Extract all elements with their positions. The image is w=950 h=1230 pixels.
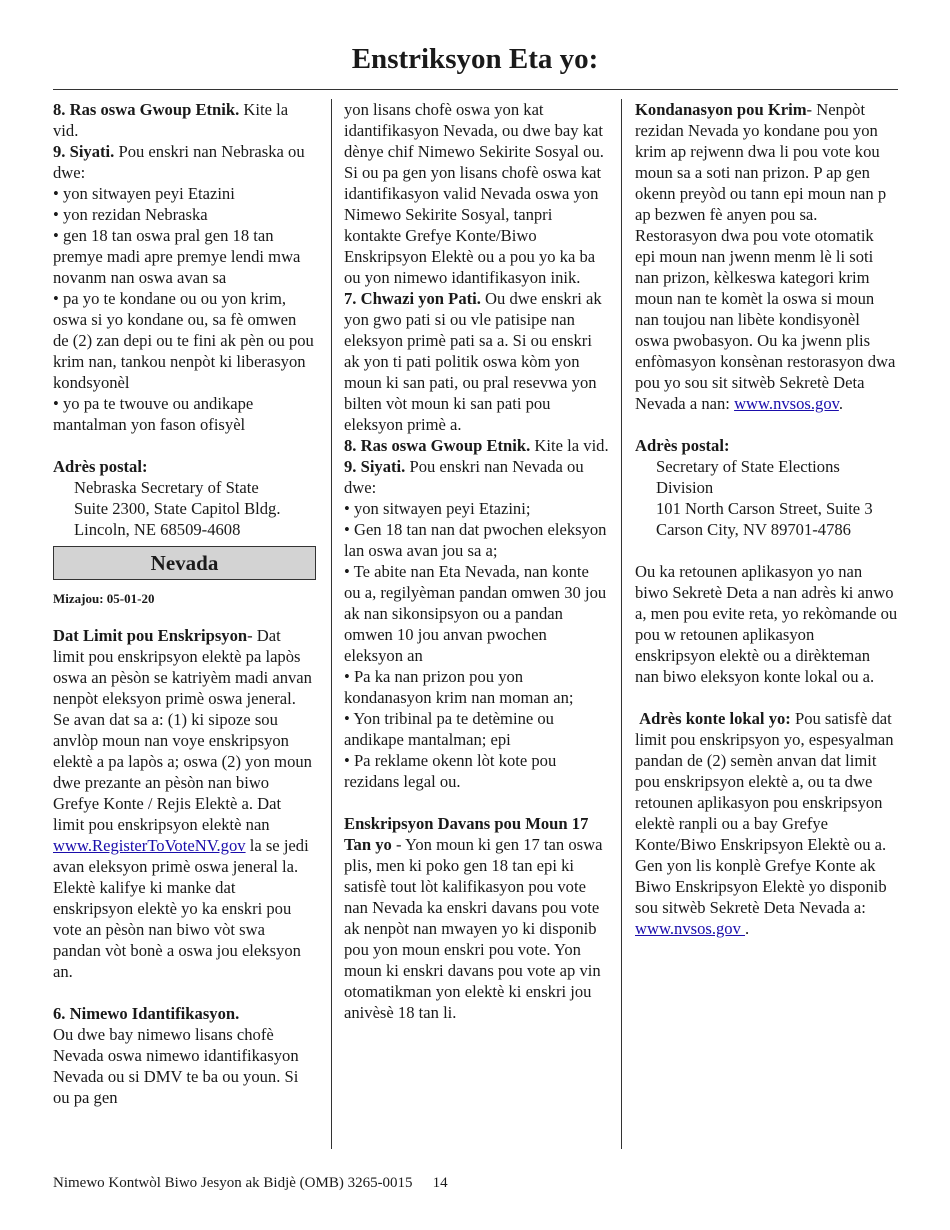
revision-date: Mizajou: 05-01-20: [53, 591, 155, 606]
nebraska-address-title: Adrès postal:: [53, 457, 148, 476]
nevada-address: Secretary of State Elections Division 101 North Carson Street, Suite 3 Carson City, NV 89701-4786: [656, 457, 873, 539]
preregistration: Enskripsyon Davans pou Moun 17 Tan yo - Yon moun ki gen 17 tan oswa plis, men ki poko gen 18 tan epi ki satisfè tout lòt kalifikasyon pou vote nan Nevada ka enskri davans pou vote ak nenpòt nan mwayen yo ki disponib pou yon moun enskri pou vote. Yon moun ki enskri davans pou vote ap vin otomatikman yon elektè ki enskri jou anivèsè 18 tan li.: [344, 814, 603, 1022]
column-right: [635, 99, 898, 939]
page-footer: [53, 1175, 448, 1192]
list-item: • yon sitwayen peyi Etazini: [53, 184, 235, 203]
list-item: • Pa reklame okenn lòt kote pou rezidans legal ou.: [344, 751, 557, 791]
nevada-item-8: 8. Ras oswa Gwoup Etnik. Kite la vid.: [344, 436, 609, 455]
nevada-address-title: Adrès postal:: [635, 436, 730, 455]
nevada-item-9: 9. Siyati. Pou enskri nan Nevada ou dwe:: [344, 457, 584, 497]
column-divider: [621, 99, 622, 1149]
list-item: • Yon tribinal pa te detèmine ou andikape mantalman; epi: [344, 709, 554, 749]
local-county-addresses: Adrès konte lokal yo: Pou satisfè dat limit pou enskripsyon yo, espesyalman pandan de (2) semèn anvan dat limit pou enskripsyon elektè a, ou ta dwe retounen aplikasyon pou enskripsyon elektè ranpli ou a bay Grefye Konte/Biwo Enskripsyon Elektè ou a. Gen yon lis konplè Grefye Konte ak Biwo Enskripsyon Elektè yo disponib sou sitwèb Sekretè Deta Nevada a: www.nvsos.gov .: [635, 709, 894, 938]
nvsos-link[interactable]: www.nvsos.gov: [635, 919, 746, 938]
page-number: 14: [432, 1175, 448, 1191]
omb-control-number: Nimewo Kontwòl Biwo Jesyon ak Bidjè (OMB) 3265-0015: [53, 1175, 413, 1191]
nevada-item-7: 7. Chwazi yon Pati. Ou dwe enskri ak yon gwo pati si ou vle patisipe nan eleksyon primè pati sa a. Si ou enskri ak yon ti pati politik oswa kòm yon moun ki san pati, ou pral resevwa yon bilten vòt moun ki san pati pou eleksyon primè a.: [344, 289, 602, 434]
column-middle: [344, 99, 609, 1023]
list-item: • Gen 18 tan nan dat pwochen eleksyon lan oswa avan jou sa a;: [344, 520, 607, 560]
list-item: • yo pa te twouve ou andikape mantalman yon fason ofisyèl: [53, 394, 254, 434]
register-to-vote-link[interactable]: www.RegisterToVoteNV.gov: [53, 836, 246, 855]
nevada-item-6: 6. Nimewo Idantifikasyon. Ou dwe bay nimewo lisans chofè Nevada oswa nimewo idantifikasyon Nevada ou si DMV te ba ou youn. Si ou pa gen: [53, 1004, 299, 1107]
state-heading-nevada: Nevada: [53, 546, 316, 580]
nevada-item-6-continued: yon lisans chofè oswa yon kat idantifikasyon Nevada, ou dwe bay kat dènye chif Nimewo Sekirite Sosyal ou. Si ou pa gen yon lisans chofè oswa kat idantifikasyon valid Nevada oswa yon Nimewo Sekirite Sosyal, tanpri kontakte Grefye Konte/Biwo Enskripsyon Elektè ou a pou yo ka ba ou yon nimewo idantifikasyon inik.: [344, 100, 604, 287]
list-item: • yon sitwayen peyi Etazini;: [344, 499, 531, 518]
felony-conviction: Kondanasyon pou Krim- Nenpòt rezidan Nevada yo kondane pou yon krim ap rejwenn dwa li pou vote kou moun sa a soti nan prizon. P ap gen okenn preyòd ou tann epi moun nan p ap bezwen fè anyen pou sa. Restorasyon dwa pou vote otomatik epi moun nan jwenn menm lè li soti nan prizon, kèlkeswa kategori krim moun nan te komèt la oswa si moun nan toujou nan libète kondisyonèl oswa pwobasyon. Ou ka jwenn plis enfòmasyon konsènan restorasyon dwa pou yo sou sit sitwèb Sekretè Deta Nevada a nan: www.nvsos.gov.: [635, 100, 896, 413]
nvsos-link[interactable]: www.nvsos.gov: [734, 394, 839, 413]
list-item: • gen 18 tan oswa pral gen 18 tan premye madi apre premye lendi mwa novanm nan oswa avan sa: [53, 226, 301, 287]
list-item: • yon rezidan Nebraska: [53, 205, 208, 224]
list-item: • Te abite nan Eta Nevada, nan konte ou a, regilyèman pandan omwen 30 jou ak nan sikonsipsyon ou a pandan omwen 10 jou anvan pwochen eleksyon an: [344, 562, 607, 665]
list-item: • pa yo te kondane ou ou yon krim, oswa si yo kondane ou, sa fè omwen de (2) zan depi ou te fini ak pèn ou pou krim nan, tankou nenpòt ki liberasyon kondsyonèl: [53, 289, 314, 392]
nebraska-address: Nebraska Secretary of State Suite 2300, State Capitol Bldg. Lincoln, NE 68509-4608: [74, 478, 281, 539]
column-divider: [331, 99, 332, 1149]
registration-deadline: Dat Limit pou Enskripsyon- Dat limit pou enskripsyon elektè pa lapòs oswa an pèsòn se katriyèm madi anvan nenpòt eleksyon primè oswa jeneral. Se avan dat sa a: (1) ki sipoze sou anvlòp moun nan voye enskripsyon elektè a pa lapòs a; oswa (2) yon moun dwe prezante an pèsòn nan biwo Grefye Konte / Rejis Elektè a. Dat limit pou enskripsyon elektè nan www.RegisterToVoteNV.gov la se jedi avan eleksyon primè oswa jeneral la. Elektè kalifye ki manke dat enskripsyon elektè yo ka enskri pou vote an pèsòn nan biwo vòt swa pandan vòt bonè a oswa jou eleksyon an.: [53, 626, 312, 981]
nebraska-item-8: 8. Ras oswa Gwoup Etnik. Kite la vid.: [53, 100, 289, 140]
nebraska-item-9: 9. Siyati. Pou enskri nan Nebraska ou dwe:: [53, 142, 305, 182]
column-left: [53, 99, 316, 1108]
return-instructions: Ou ka retounen aplikasyon yo nan biwo Sekretè Deta a nan adrès ki anwo a, men pou evite reta, yo rekòmande ou pou w retounen aplikasyon enskripsyon elektè ou a dirèkteman nan biwo eleksyon konte lokal ou a.: [635, 562, 898, 686]
page-title: Enstriksyon Eta yo:: [351, 43, 599, 75]
list-item: • Pa ka nan prizon pou yon kondanasyon krim nan moman an;: [344, 667, 574, 707]
title-divider: [53, 89, 898, 90]
